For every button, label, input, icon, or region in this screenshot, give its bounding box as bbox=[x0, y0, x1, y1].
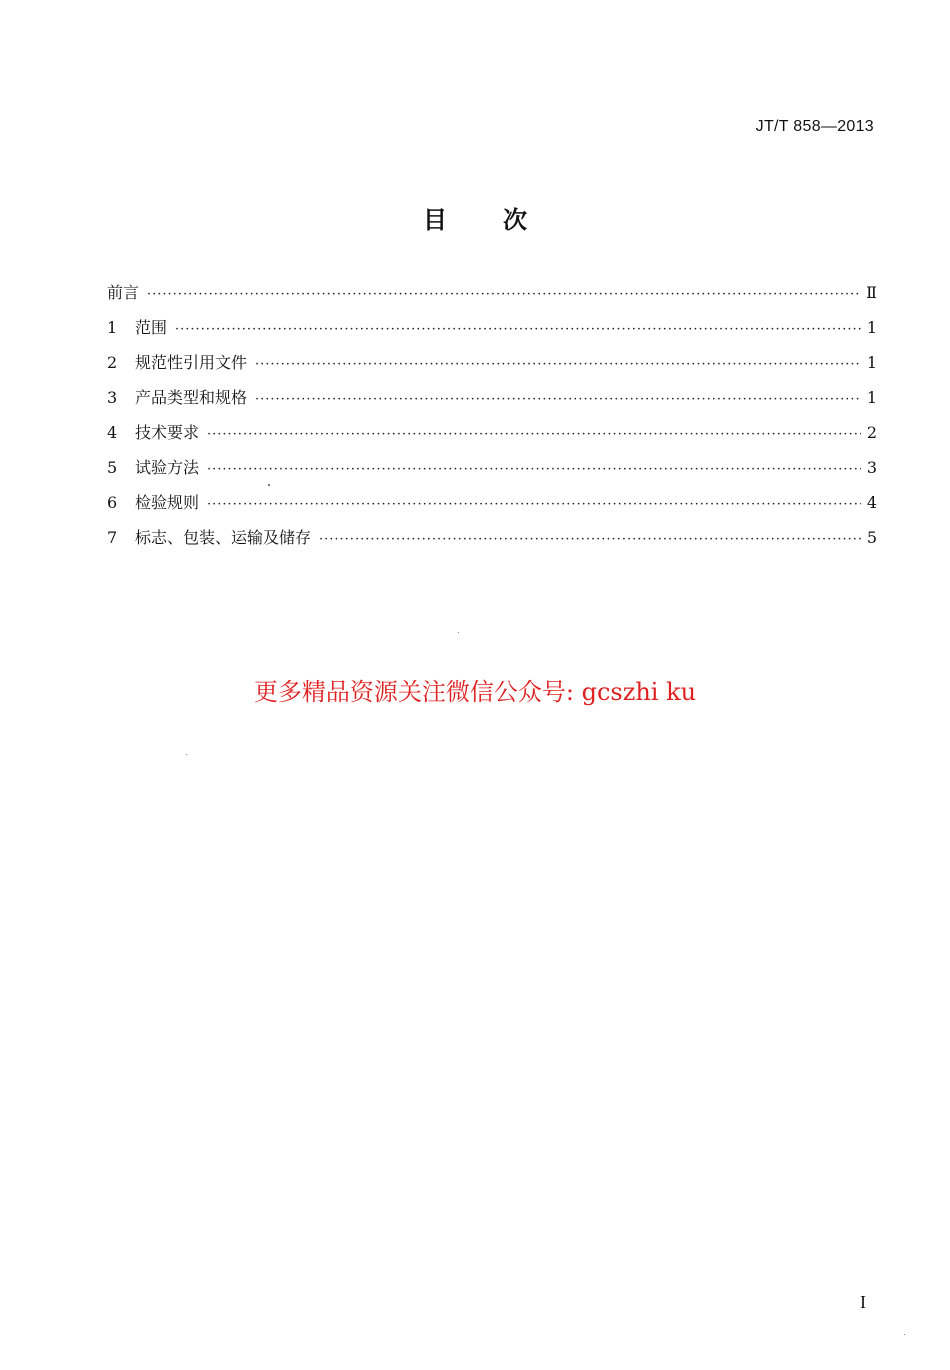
toc-entry-5[interactable] bbox=[107, 455, 877, 490]
toc-entry-number: 4 bbox=[107, 423, 118, 442]
toc-entry-page: 1 bbox=[866, 318, 877, 337]
toc-leader-dots bbox=[255, 352, 861, 378]
toc-entry-7[interactable] bbox=[107, 525, 877, 560]
toc-entry-label: 技术要求 bbox=[135, 423, 200, 442]
toc-entry-page: 1 bbox=[866, 353, 877, 372]
scan-speck bbox=[186, 754, 187, 755]
toc-entry-number: 7 bbox=[107, 528, 118, 547]
toc-entry-3[interactable] bbox=[107, 385, 877, 420]
page-number: I bbox=[860, 1292, 866, 1312]
toc-entry-page: 1 bbox=[866, 388, 877, 407]
toc-entry-number: 1 bbox=[107, 318, 118, 337]
toc-entry-number: 2 bbox=[107, 353, 118, 372]
toc-entry-label: 标志、包装、运输及储存 bbox=[135, 528, 312, 547]
toc-leader-dots bbox=[175, 317, 861, 343]
toc-leader-dots bbox=[319, 527, 861, 553]
toc-entry-label: 试验方法 bbox=[135, 458, 200, 477]
toc-entry-4[interactable] bbox=[107, 420, 877, 455]
scan-speck bbox=[904, 1334, 905, 1335]
toc-leader-dots bbox=[207, 457, 861, 483]
toc-leader-dots bbox=[207, 422, 861, 448]
toc-leader-dots bbox=[147, 282, 860, 308]
toc-entry-label: 检验规则 bbox=[135, 493, 200, 512]
toc-entry-page: 4 bbox=[866, 493, 877, 512]
toc-entry-label: 规范性引用文件 bbox=[135, 353, 248, 372]
toc-entry-preface[interactable] bbox=[107, 280, 877, 315]
table-of-contents bbox=[107, 280, 877, 560]
toc-entry-page: 5 bbox=[866, 528, 877, 547]
toc-entry-label: 前言 bbox=[107, 283, 140, 302]
scan-speck bbox=[268, 484, 270, 486]
toc-title bbox=[0, 200, 950, 235]
scan-speck bbox=[458, 632, 459, 633]
document-code: JT/T 858—2013 bbox=[755, 118, 874, 135]
toc-entry-number: 3 bbox=[107, 388, 118, 407]
toc-entry-6[interactable] bbox=[107, 490, 877, 525]
toc-entry-page: 3 bbox=[866, 458, 877, 477]
toc-entry-label: 产品类型和规格 bbox=[135, 388, 248, 407]
toc-entry-number: 5 bbox=[107, 458, 118, 477]
toc-entry-number: 6 bbox=[107, 493, 118, 512]
toc-leader-dots bbox=[207, 492, 861, 518]
toc-title-right: 次 bbox=[503, 206, 527, 234]
toc-entry-label: 范围 bbox=[135, 318, 168, 337]
toc-entry-page: Ⅱ bbox=[866, 283, 877, 302]
toc-title-left: 目 bbox=[423, 206, 447, 234]
toc-leader-dots bbox=[255, 387, 861, 413]
toc-entry-1[interactable] bbox=[107, 315, 877, 350]
promo-watermark-text: 更多精品资源关注微信公众号: gcszhi ku bbox=[253, 678, 697, 706]
toc-entry-2[interactable] bbox=[107, 350, 877, 385]
toc-entry-page: 2 bbox=[866, 423, 877, 442]
